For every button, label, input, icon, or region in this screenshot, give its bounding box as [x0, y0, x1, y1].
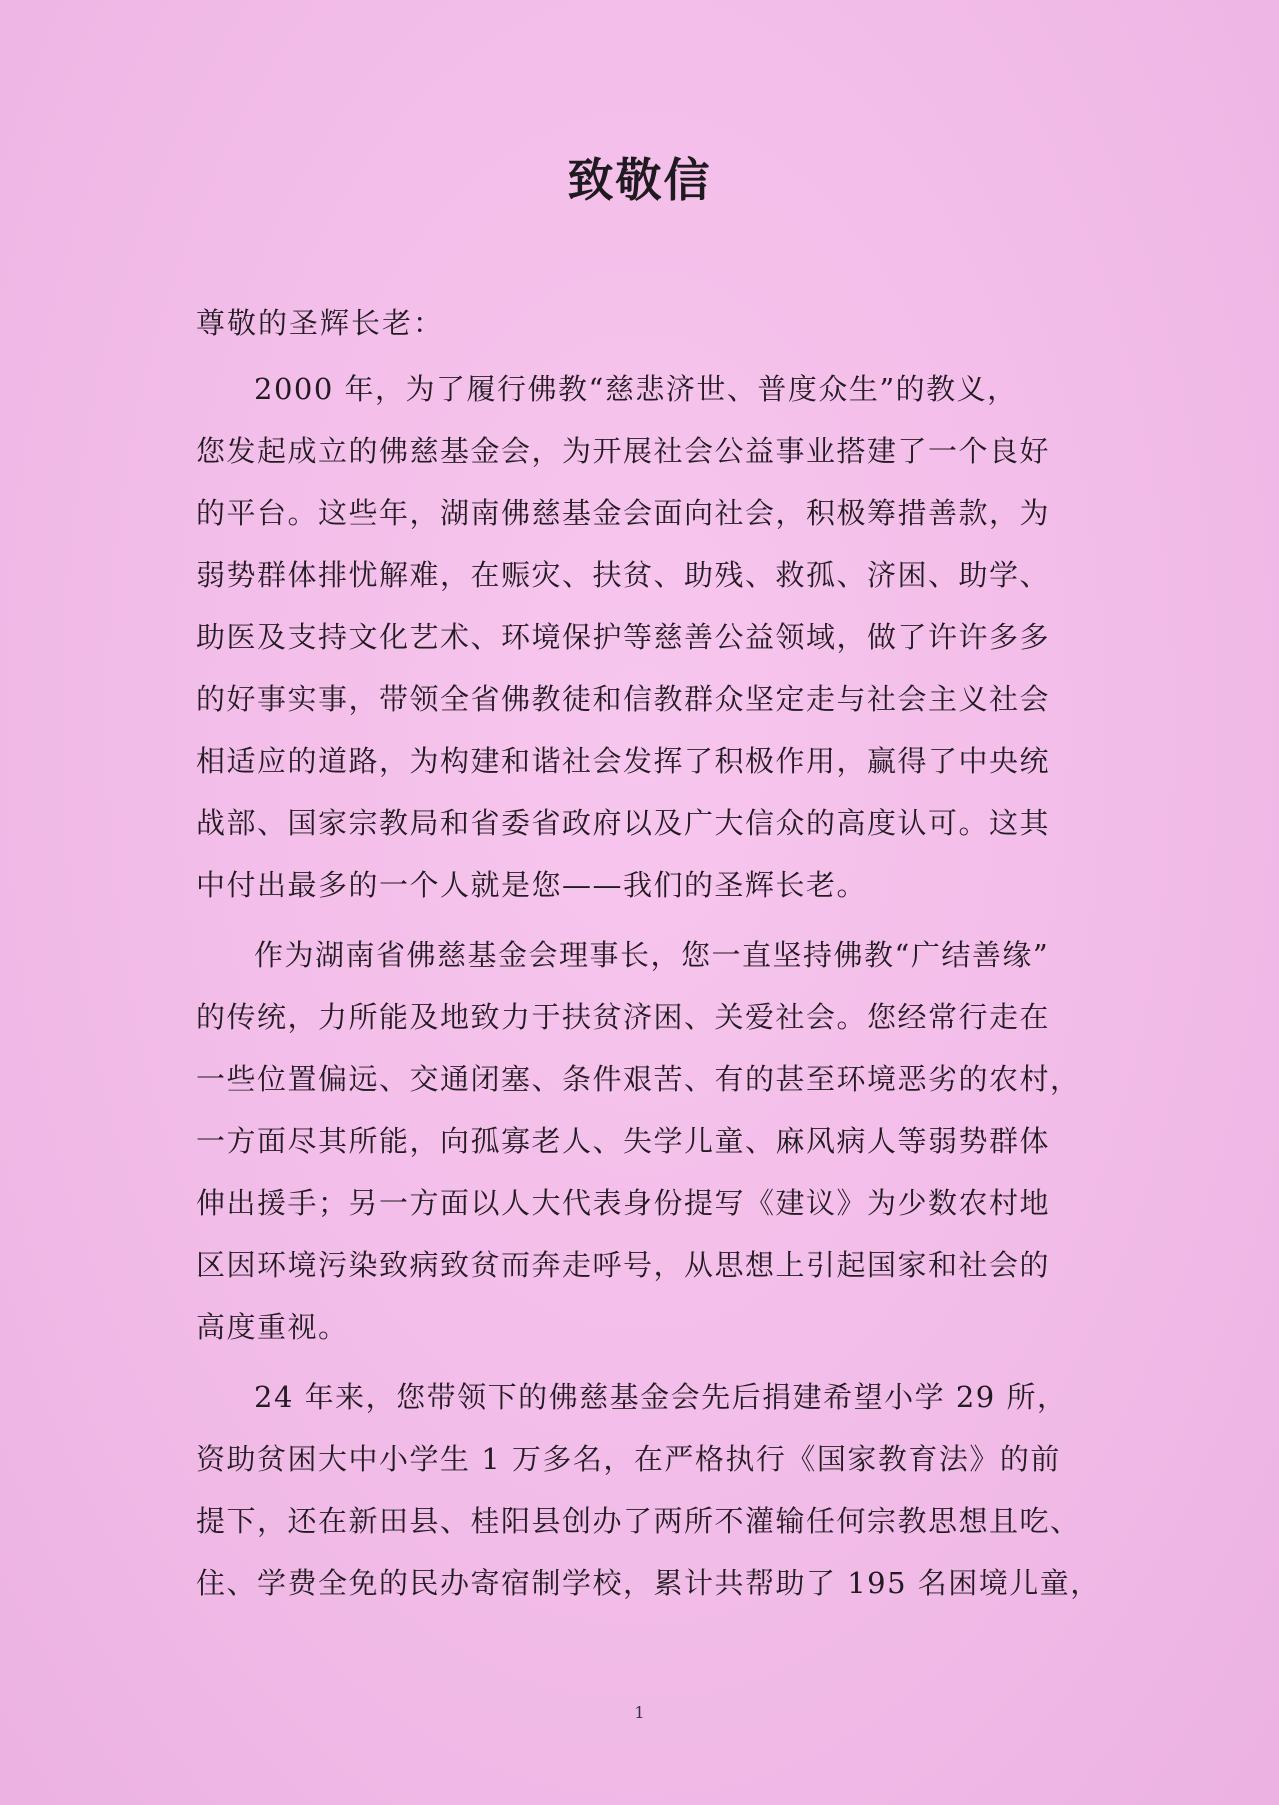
- text-line: 您发起成立的佛慈基金会，为开展社会公益事业搭建了一个良好: [196, 434, 1051, 468]
- text-line: 一些位置偏远、交通闭塞、条件艰苦、有的甚至环境恶劣的农村，: [196, 1062, 1081, 1096]
- paragraph-1: [196, 358, 1136, 916]
- text-line: 伸出援手；另一方面以人大代表身份提写《建议》为少数农村地: [196, 1186, 1051, 1220]
- text-line: 弱势群体排忧解难，在赈灾、扶贫、助残、救孤、济困、助学、: [196, 558, 1051, 592]
- text-line: 2000 年，为了履行佛教“慈悲济世、普度众生”的教义，: [254, 372, 1018, 406]
- letter-title: 致敬信: [567, 153, 712, 207]
- text-line: 24 年来，您带领下的佛慈基金会先后捐建希望小学 29 所，: [254, 1380, 1068, 1414]
- text-line: 高度重视。: [196, 1310, 349, 1344]
- text-line: 中付出最多的一个人就是您——我们的圣辉长老。: [196, 868, 868, 902]
- text-line: 提下，还在新田县、桂阳县创办了两所不灌输任何宗教思想且吃、: [196, 1504, 1081, 1538]
- text-line: 住、学费全免的民办寄宿制学校，累计共帮助了 195 名困境儿童，: [196, 1566, 1101, 1600]
- text-line: 助医及支持文化艺术、环境保护等慈善公益领域，做了许许多多: [196, 620, 1051, 654]
- salutation: 尊敬的圣辉长老：: [196, 306, 445, 340]
- text-line: 相适应的道路，为构建和谐社会发挥了积极作用，赢得了中央统: [196, 744, 1051, 778]
- text-line: 作为湖南省佛慈基金会理事长，您一直坚持佛教“广结善缘”: [254, 938, 1050, 972]
- text-line: 的好事实事，带领全省佛教徒和信教群众坚定走与社会主义社会: [196, 682, 1051, 716]
- text-line: 资助贫困大中小学生 1 万多名，在严格执行《国家教育法》的前: [196, 1442, 1061, 1476]
- text-line: 战部、国家宗教局和省委省政府以及广大信众的高度认可。这其: [196, 806, 1051, 840]
- text-line: 的平台。这些年，湖南佛慈基金会面向社会，积极筹措善款，为: [196, 496, 1051, 530]
- page-number: 1: [634, 1703, 645, 1722]
- text-line: 一方面尽其所能，向孤寡老人、失学儿童、麻风病人等弱势群体: [196, 1124, 1051, 1158]
- paragraph-3: [196, 1366, 1136, 1614]
- letter-body: [196, 288, 1136, 1614]
- text-line: 的传统，力所能及地致力于扶贫济困、关爱社会。您经常行走在: [196, 1000, 1051, 1034]
- text-line: 区因环境污染致病致贫而奔走呼号，从思想上引起国家和社会的: [196, 1248, 1051, 1282]
- paragraph-2: [196, 924, 1136, 1358]
